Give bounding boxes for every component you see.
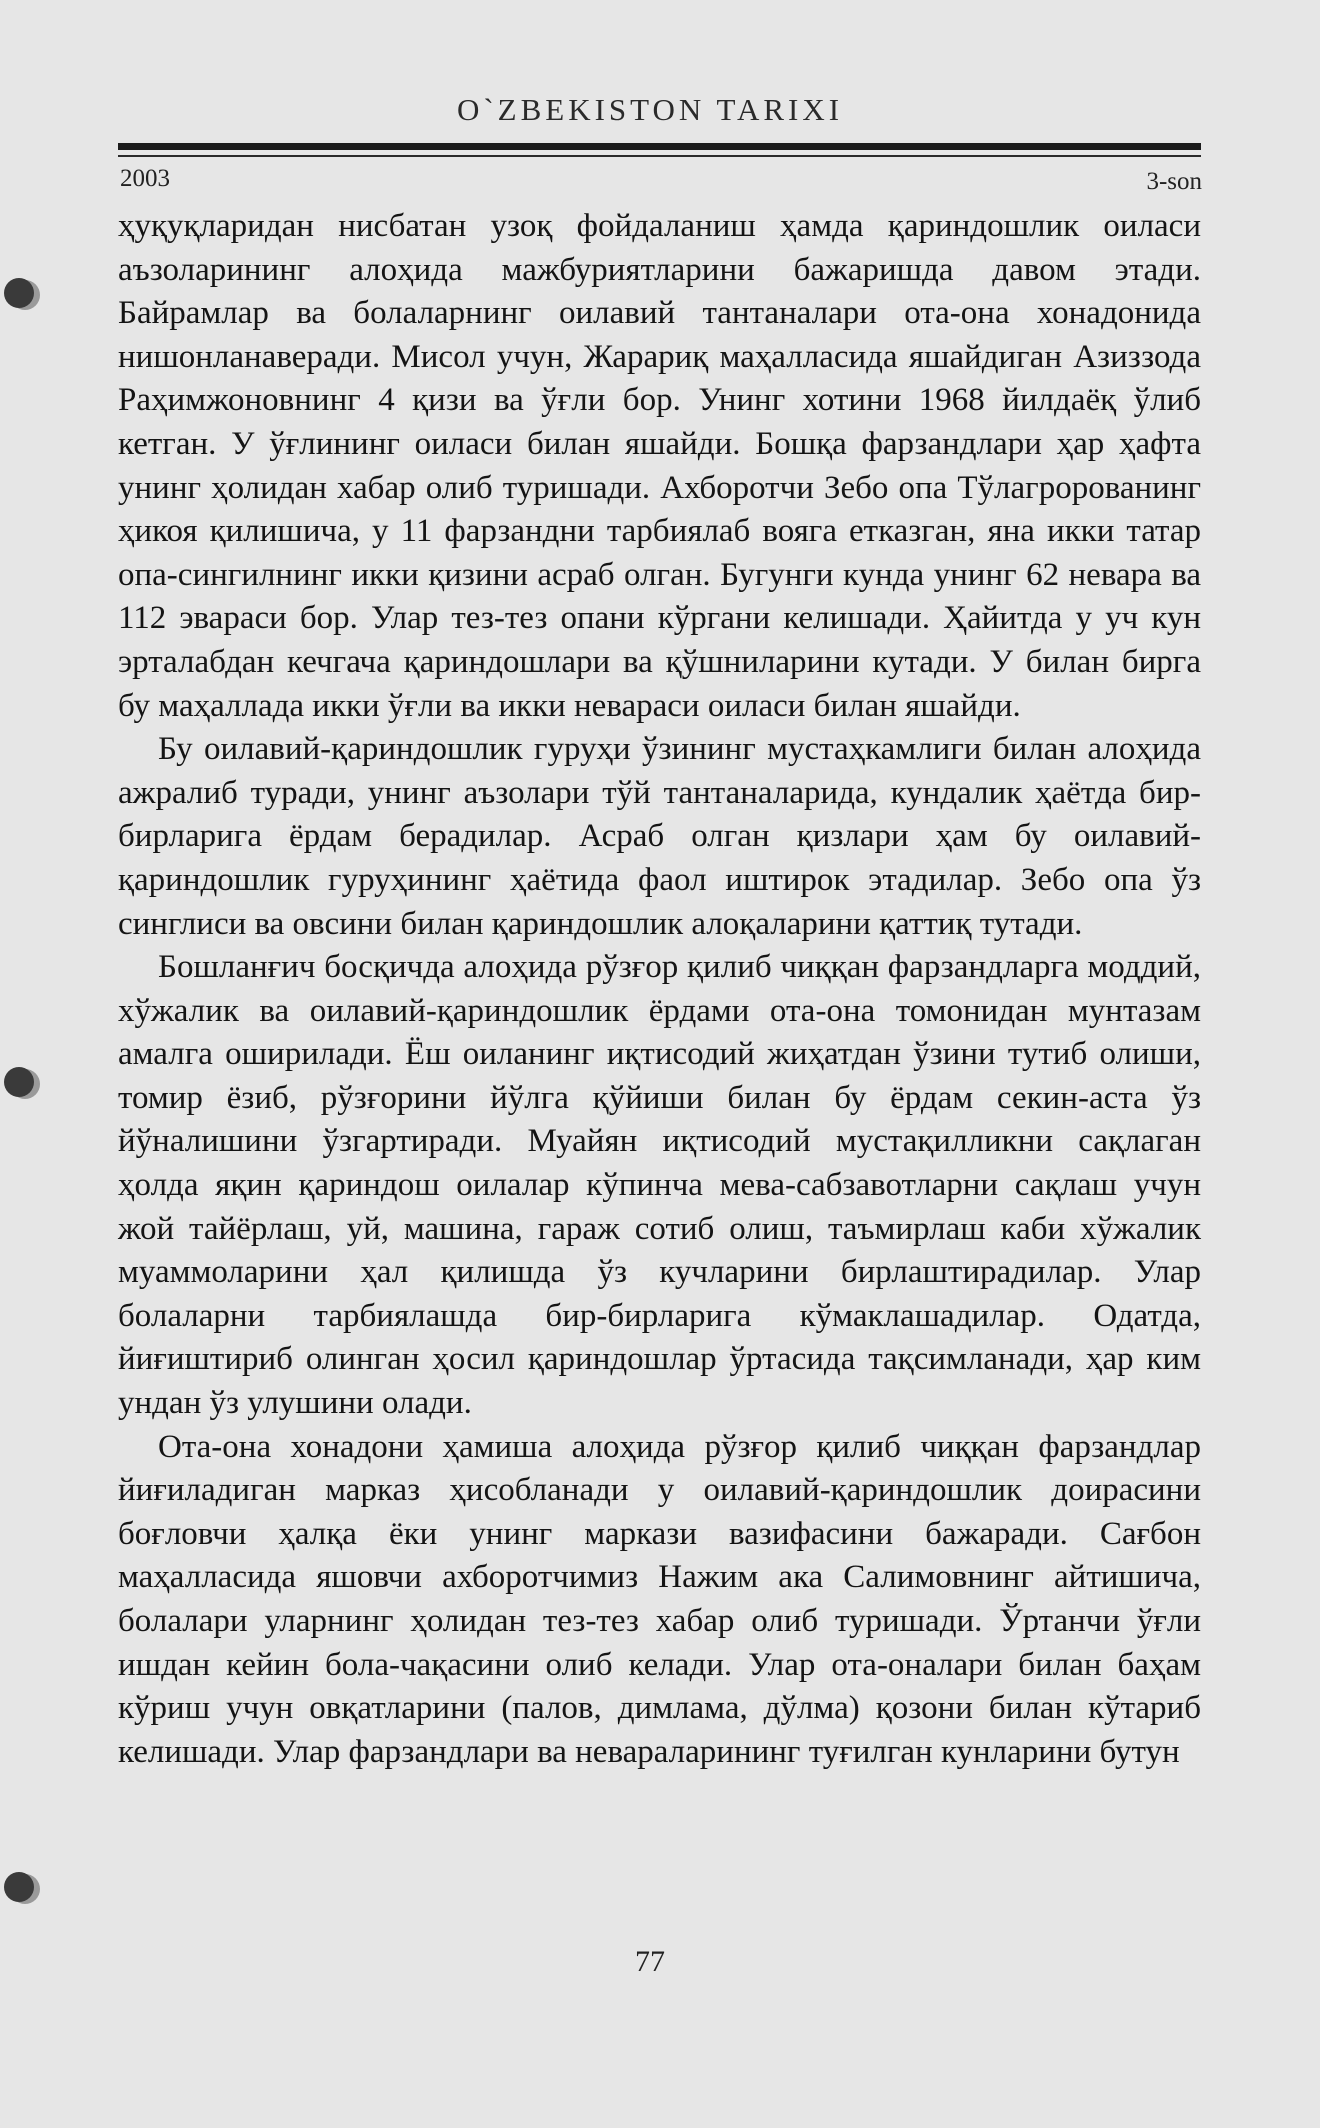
punch-hole	[4, 1067, 34, 1097]
paragraph: Бу оилавий-қариндошлик гуруҳи ўзининг мустаҳкамлиги билан алоҳида ажралиб туради, унинг аъзолари тўй тантаналарида, кундалик ҳаётда бир-бирларига ёрдам берадилар. Асраб олган қизлари ҳам бу оилавий- қариндошлик гуруҳининг ҳаётида фаол иштирок этадилар. Зебо опа ўз синглиси ва овсини билан қариндошлик алоқаларини қаттиқ тутади.	[118, 731, 1201, 942]
punch-hole	[4, 1872, 34, 1902]
paragraph: Ота-она хонадони ҳамиша алоҳида рўзғор қилиб чиққан фарзандлар йиғиладиган марказ ҳисобланади у оилавий-қариндошлик доирасини боғловчи ҳалқа ёки унинг маркази вазифасини бажаради. Сағбон маҳалласида яшовчи ахборотчимиз Нажим ака Салимовнинг айтишича, болалари уларнинг ҳолидан тез-тез хабар олиб туришади. Ўртанчи ўғли ишдан кейин бола-чақасини олиб келади. Улар ота-оналари билан баҳам кўриш учун овқатларини (палов, димлама, дўлма) қозони билан кўтариб келишади. Улар фарзандлари ва невараларининг туғилган кунларини бутун	[118, 1428, 1201, 1770]
issue-year: 2003	[120, 165, 170, 192]
body-text	[118, 205, 1201, 1774]
page-number: 77	[635, 1945, 665, 1978]
header-rule-thin	[118, 155, 1201, 157]
punch-hole	[4, 278, 34, 308]
header-rule-thick	[118, 143, 1201, 150]
issue-number: 3-son	[1146, 168, 1202, 195]
paragraph: ҳуқуқларидан нисбатан узоқ фойдаланиш ҳамда қариндошлик оиласи аъзоларининг алоҳида мажбуриятларини бажаришда давом этади. Байрамлар ва болаларнинг оилавий тантаналари ота-она хонадонида нишонланаверади. Мисол учун, Жарариқ маҳалласида яшайдиган Азиззода Раҳимжоновнинг 4 қизи ва ўғли бор. Унинг хотини 1968 йилдаёқ ўлиб кетган. У ўғлининг оиласи билан яшайди. Бошқа фарзандлари ҳар ҳафта унинг ҳолидан хабар олиб туришади. Ахборотчи Зебо опа Тўлагpopованинг ҳикоя қилишича, у 11 фарзандни тарбиялаб вояга етказган, яна икки татар опа-сингилнинг икки қизини асраб олган. Бугунги кунда унинг 62 невара ва 112 эвараси бор. Улар тез-тез опани кўргани келишади. Ҳайитда у уч кун эрталабдан кечгача қариндошлари ва қўшниларини кутади. У билан бирга бу маҳаллада икки ўғли ва икки невараси оиласи билан яшайди.	[118, 208, 1201, 724]
paragraph: Бошланғич босқичда алоҳида рўзғор қилиб чиққан фарзандларга моддий, хўжалик ва оилавий-қариндошлик ёрдами ота-она томонидан мунтазам амалга оширилади. Ёш оиланинг иқтисодий жиҳатдан ўзини тутиб олиши, томир ёзиб, рўзғорини йўлга қўйиши билан бу ёрдам секин-аста ўз йўналишини ўзгартиради. Муайян иқтисодий мустақилликни сақлаган ҳолда яқин қариндош оилалар кўпинча мева-сабзавотларни сақлаш учун жой тайёрлаш, уй, машина, гараж сотиб олиш, таъмирлаш каби хўжалик муаммоларини ҳал қилишда ўз кучларини бирлаштирадилар. Улар болаларни тарбиялашда бир-бирларига кўмаклашадилар. Одатда, йиғиштириб олинган ҳосил қариндошлар ўртасида тақсимланади, ҳар ким ундан ўз улушини олади.	[118, 949, 1201, 1422]
running-title: O`ZBEKISTON TARIXI	[456, 92, 844, 127]
